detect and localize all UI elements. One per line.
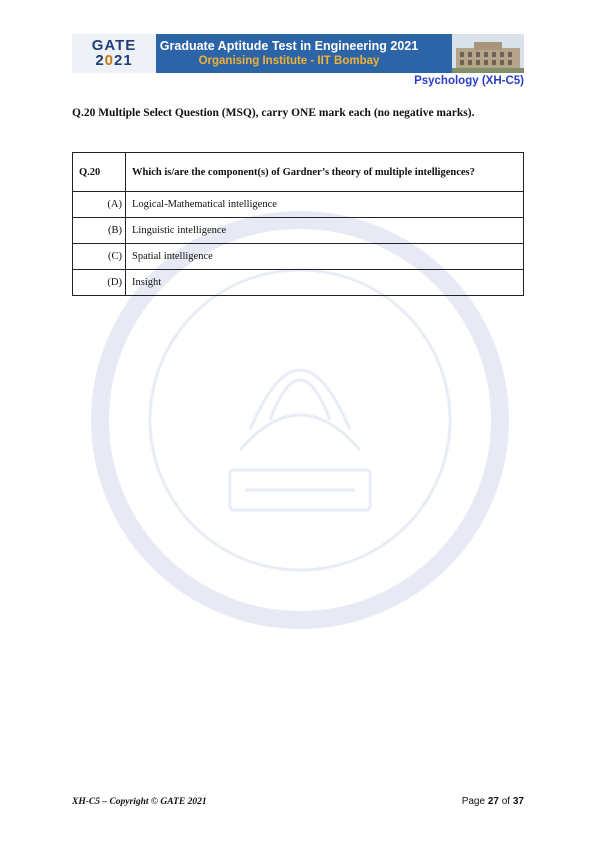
footer-copyright: XH-C5 – Copyright © GATE 2021 bbox=[72, 797, 207, 807]
question-number: Q.20 bbox=[73, 153, 126, 192]
option-row bbox=[73, 218, 524, 244]
logo-line1: GATE bbox=[91, 37, 137, 54]
exam-title-band bbox=[156, 34, 452, 73]
option-key: (B) bbox=[73, 218, 126, 244]
option-text: Logical-Mathematical intelligence bbox=[126, 192, 524, 218]
organising-institute: Organising Institute - IIT Bombay bbox=[198, 54, 380, 67]
option-text: Insight bbox=[126, 270, 524, 296]
header-banner bbox=[72, 34, 524, 73]
subject-code: Psychology (XH-C5) bbox=[414, 75, 524, 87]
option-text: Spatial intelligence bbox=[126, 244, 524, 270]
institute-building-image bbox=[452, 34, 524, 73]
option-row bbox=[73, 244, 524, 270]
question-stem-row bbox=[73, 153, 524, 192]
question-table bbox=[72, 152, 524, 296]
footer-page-number: Page 27 of 37 bbox=[461, 796, 524, 807]
logo-line2: 2021 bbox=[95, 52, 133, 69]
gate-2021-logo bbox=[72, 34, 156, 73]
option-text: Linguistic intelligence bbox=[126, 218, 524, 244]
option-key: (C) bbox=[73, 244, 126, 270]
option-key: (D) bbox=[73, 270, 126, 296]
option-key: (A) bbox=[73, 192, 126, 218]
option-row bbox=[73, 192, 524, 218]
section-heading: Q.20 Multiple Select Question (MSQ), carry ONE mark each (no negative marks). bbox=[72, 107, 475, 119]
option-row bbox=[73, 270, 524, 296]
exam-title: Graduate Aptitude Test in Engineering 2021 bbox=[159, 38, 419, 53]
question-text: Which is/are the component(s) of Gardner’s theory of multiple intelligences? bbox=[126, 153, 524, 192]
